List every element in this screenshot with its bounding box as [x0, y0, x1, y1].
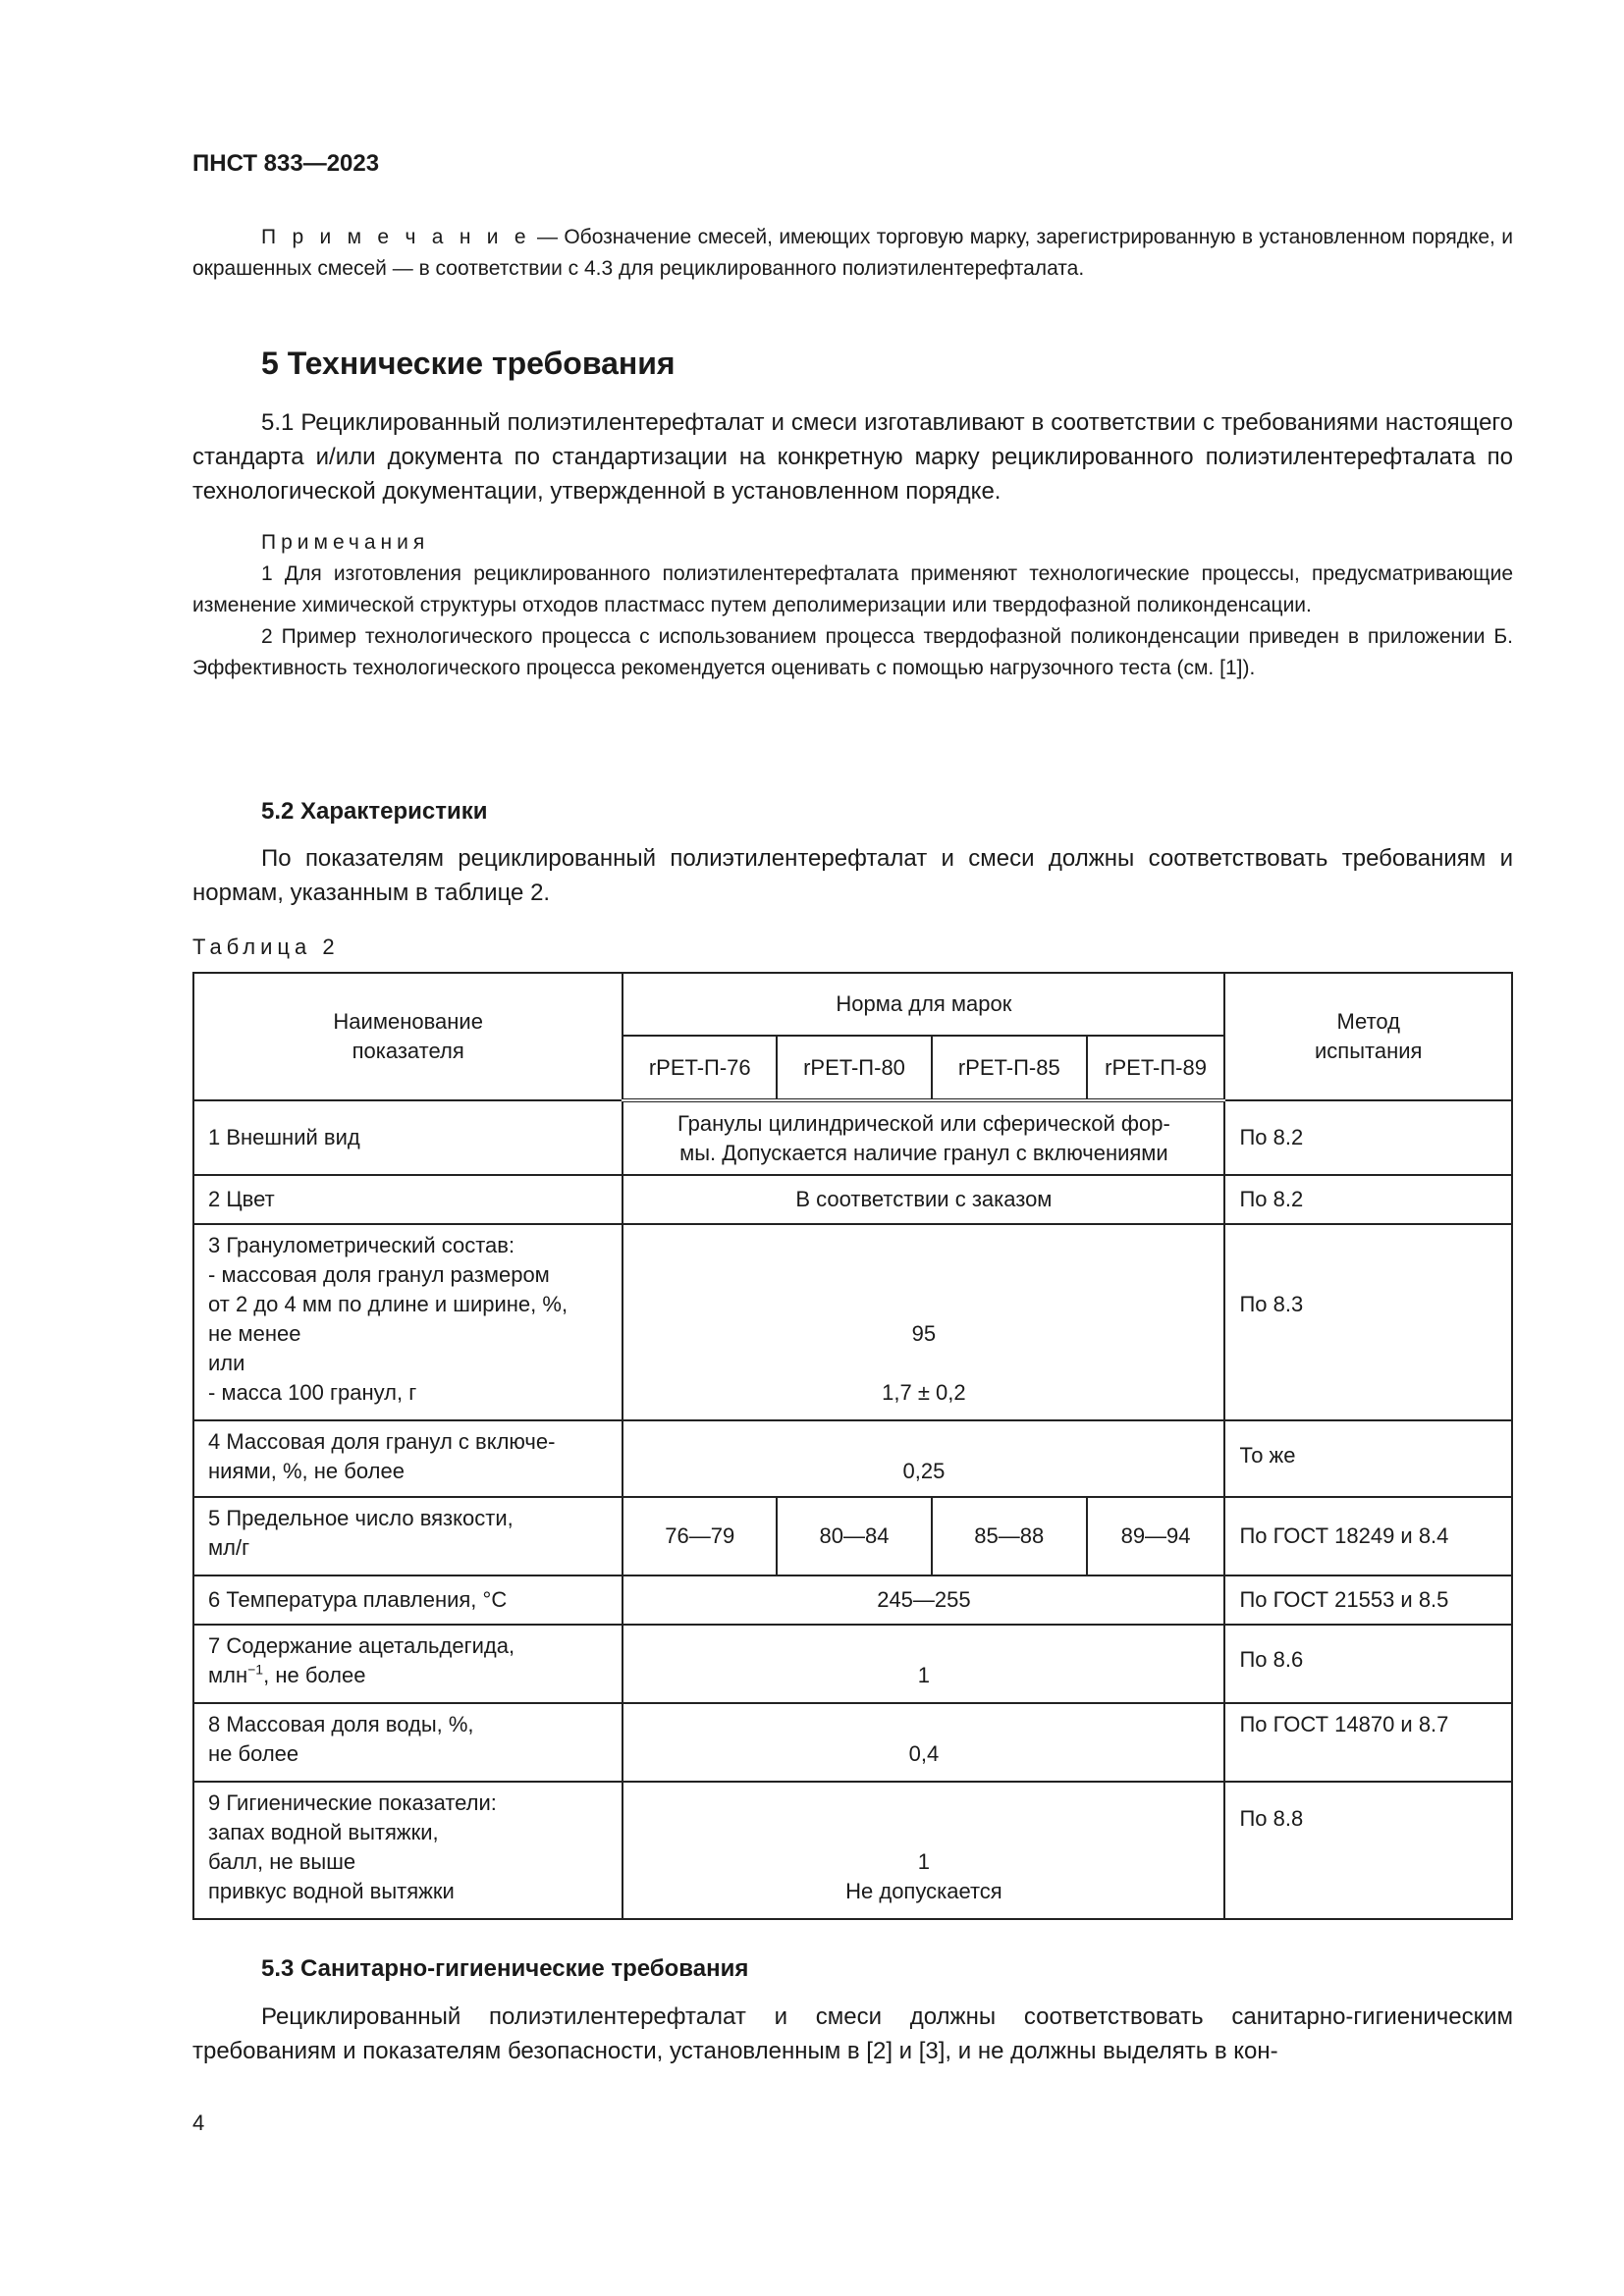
row4-method: То же: [1224, 1420, 1512, 1497]
row3-name-line: не менее: [208, 1321, 301, 1346]
row9-name-line: балл, не выше: [208, 1849, 356, 1874]
row7-name-tail: , не более: [263, 1663, 366, 1687]
row1-name: 1 Внешний вид: [193, 1100, 623, 1175]
row9-name-line: привкус водной вытяжки: [208, 1879, 455, 1903]
row9-name-line: 9 Гигиенические показатели:: [208, 1790, 497, 1815]
head-grade: rPET-П-85: [932, 1036, 1087, 1100]
row9-norm-line2: Не допускается: [845, 1879, 1002, 1903]
row3-name: [193, 1224, 623, 1420]
notes-block: [192, 527, 1513, 684]
row9-norm-line1: 1: [917, 1849, 931, 1874]
row3-name-line: 3 Гранулометрический состав:: [208, 1233, 515, 1257]
row4-name: [193, 1420, 623, 1497]
head-grade: rPET-П-89: [1087, 1036, 1225, 1100]
head-name-line1: Наименование: [333, 1009, 483, 1034]
row7-unit-exponent: −1: [247, 1661, 264, 1678]
row9-method: По 8.8: [1224, 1782, 1512, 1919]
row6-norm: 245—255: [623, 1575, 1224, 1625]
standard-code: ПНСТ 833—2023: [192, 150, 380, 177]
table-row: [193, 1575, 1512, 1625]
head-name: [193, 973, 623, 1100]
row9-name-line: запах водной вытяжки,: [208, 1820, 439, 1844]
row5-name: [193, 1497, 623, 1575]
row2-method: По 8.2: [1224, 1175, 1512, 1224]
row6-name: 6 Температура плавления, °С: [193, 1575, 623, 1625]
row4-name-line2: ниями, %, не более: [208, 1459, 405, 1483]
row8-method: По ГОСТ 14870 и 8.7: [1224, 1703, 1512, 1782]
row5-name-line2: мл/г: [208, 1535, 250, 1560]
table-caption: Таблица 2: [192, 934, 340, 959]
row7-name-line1: 7 Содержание ацетальдегида,: [208, 1633, 515, 1658]
page-number: 4: [192, 2110, 205, 2135]
row3-name-line: или: [208, 1351, 245, 1375]
subsection-5-2-title: 5.2 Характеристики: [261, 798, 488, 825]
row8-norm: 0,4: [623, 1703, 1224, 1782]
row7-method: По 8.6: [1224, 1625, 1512, 1703]
paragraph-5-2-text: По показателям рециклированный полиэтилентерефталат и смеси должны соответствовать требованиям и нормам, указанным в таблице 2.: [192, 845, 1513, 906]
table-row: [193, 1175, 1512, 1224]
row7-unit: млн: [208, 1663, 248, 1687]
head-method-line1: Метод: [1336, 1009, 1400, 1034]
row1-norm-line2: мы. Допускается наличие гранул с включениями: [679, 1140, 1168, 1165]
row7-norm: 1: [623, 1625, 1224, 1703]
row3-name-line: от 2 до 4 мм по длине и ширине, %,: [208, 1292, 568, 1316]
row1-norm-line1: Гранулы цилиндрической или сферической фор-: [677, 1110, 1170, 1136]
row3-name-line: - масса 100 гранул, г: [208, 1380, 417, 1405]
head-grade: rPET-П-80: [777, 1036, 932, 1100]
row1-method: По 8.2: [1224, 1100, 1512, 1175]
row3-norm-line1: 95: [911, 1321, 937, 1346]
row4-name-line1: 4 Массовая доля гранул с включе-: [208, 1429, 556, 1454]
row3-method: По 8.3: [1224, 1224, 1512, 1420]
section-title: 5 Технические требования: [261, 346, 676, 381]
table-row: [193, 1224, 1512, 1420]
row5-value: 76—79: [623, 1497, 777, 1575]
table-row: [193, 1420, 1512, 1497]
note-1: 1 Для изготовления рециклированного полиэтилентерефталата применяют технологические процессы, предусматривающие изменение химической структуры отходов пластмасс путем деполимеризации или твердофазной поликонденсации.: [192, 562, 1513, 616]
head-name-line2: показателя: [352, 1039, 464, 1063]
row6-method: По ГОСТ 21553 и 8.5: [1224, 1575, 1512, 1625]
row5-value: 80—84: [777, 1497, 932, 1575]
table-2: [192, 972, 1513, 1920]
row9-norm: [623, 1782, 1224, 1919]
table-row: [193, 1497, 1512, 1575]
row5-name-line1: 5 Предельное число вязкости,: [208, 1506, 514, 1530]
row5-value: 89—94: [1087, 1497, 1225, 1575]
table-row: [193, 1625, 1512, 1703]
note-text: — Обозначение смесей, имеющих торговую марку, зарегистрированную в установленном порядке, и окрашенных смесей — в соответствии с 4.3 для рециклированного полиэтилентерефталата.: [192, 226, 1513, 280]
row9-name: [193, 1782, 623, 1919]
row1-norm: [623, 1100, 1224, 1175]
row8-name: [193, 1703, 623, 1782]
row4-norm: 0,25: [623, 1420, 1224, 1497]
head-norm: Норма для марок: [623, 973, 1224, 1036]
row2-name: 2 Цвет: [193, 1175, 623, 1224]
note-top: [192, 222, 1513, 285]
row3-name-line: - массовая доля гранул размером: [208, 1262, 550, 1287]
row2-norm: В соответствии с заказом: [623, 1175, 1224, 1224]
subsection-5-3-title: 5.3 Санитарно-гигиенические требования: [261, 1955, 749, 1982]
paragraph-5-1-text: 5.1 Рециклированный полиэтилентерефталат и смеси изготавливают в соответствии с требованиями настоящего стандарта и/или документа по стандартизации на конкретную марку рециклированного полиэтилентерефталата по технологической документации, утвержденной в установленном порядке.: [192, 409, 1513, 505]
head-grade: rPET-П-76: [623, 1036, 777, 1100]
paragraph-5-3-text: Рециклированный полиэтилентерефталат и смеси должны соответствовать санитарно-гигиеническим требованиям и показателям безопасности, установленным в [2] и [3], и не должны выделять в кон-: [192, 2003, 1513, 2064]
table-row: [193, 1782, 1512, 1919]
row3-norm: [623, 1224, 1224, 1420]
table-row: [193, 1100, 1512, 1175]
row7-name: [193, 1625, 623, 1703]
notes-label: Примечания: [261, 531, 430, 554]
paragraph-5-3: [192, 2000, 1513, 2068]
paragraph-5-1: [192, 405, 1513, 508]
note-2: 2 Пример технологического процесса с использованием процесса твердофазной поликонденсации приведен в приложении Б. Эффективность технологического процесса рекомендуется оценивать с помощью нагрузочного теста (см. [1]).: [192, 625, 1513, 679]
row8-name-line1: 8 Массовая доля воды, %,: [208, 1712, 474, 1736]
row8-name-line2: не более: [208, 1741, 299, 1766]
table-row: [193, 1703, 1512, 1782]
head-method: [1224, 973, 1512, 1100]
row3-norm-line2: 1,7 ± 0,2: [882, 1380, 966, 1405]
paragraph-5-2: [192, 841, 1513, 910]
note-label: П р и м е ч а н и е: [261, 226, 531, 248]
row5-method: По ГОСТ 18249 и 8.4: [1224, 1497, 1512, 1575]
row7-name-line2: [208, 1661, 608, 1690]
head-method-line2: испытания: [1315, 1039, 1423, 1063]
row5-value: 85—88: [932, 1497, 1087, 1575]
